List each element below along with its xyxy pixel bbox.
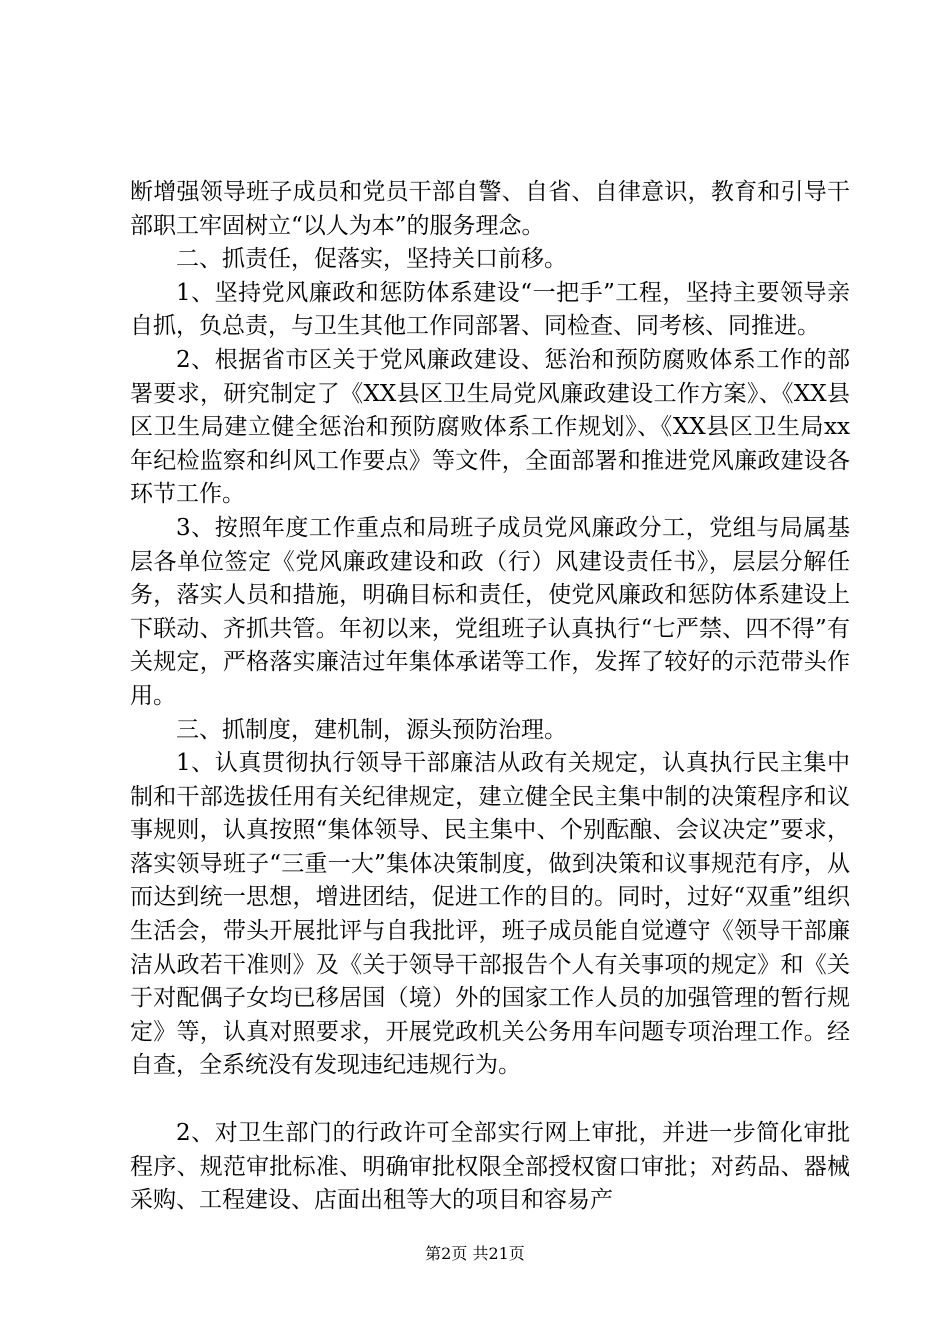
paragraph-2-2: 2、根据省市区关于党风廉政建设、惩治和预防腐败体系工作的部署要求，研究制定了《XX县区卫生局党风廉政建设工作方案》、《XX县区卫生局建立健全惩治和预防腐败体系工作规划》、《XX县区卫生局xx年纪检监察和纠风工作要点》等文件，全面部署和推进党风廉政建设各环节工作。 xyxy=(130,346,850,508)
paragraph-2-1: 1、坚持党风廉政和惩防体系建设“一把手”工程，坚持主要领导亲自抓，负总责，与卫生其他工作同部署、同检查、同考核、同推进。 xyxy=(130,279,850,340)
document-body xyxy=(130,176,850,1218)
section-heading-3: 三、抓制度，建机制，源头预防治理。 xyxy=(176,716,567,743)
paragraph-continuation: 断增强领导班子成员和党员干部自警、自省、自律意识，教育和引导干部职工牢固树立“以人为本”的服务理念。 xyxy=(130,179,850,239)
paragraph-3-1: 1、认真贯彻执行领导干部廉洁从政有关规定，认真执行民主集中制和干部选拔任用有关纪律规定，建立健全民主集中制的决策程序和议事规则，认真按照“集体领导、民主集中、个别酝酿、会议决定”要求，落实领导班子“三重一大”集体决策制度，做到决策和议事规范有序，从而达到统一思想，增进团结，促进工作的目的。同时，过好“双重”组织生活会，带头开展批评与自我批评，班子成员能自觉遵守《领导干部廉洁从政若干准则》及《关于领导干部报告个人有关事项的规定》和《关于对配偶子女均已移居国（境）外的国家工作人员的加强管理的暂行规定》等，认真对照要求，开展党政机关公务用车问题专项治理工作。经自查，全系统没有发现违纪违规行为。 xyxy=(130,750,850,1079)
paragraph-3-2: 2、对卫生部门的行政许可全部实行网上审批，并进一步简化审批程序、规范审批标准、明确审批权限全部授权窗口审批；对药品、器械采购、工程建设、店面出租等大的项目和容易产 xyxy=(130,1120,850,1214)
page-number-footer: 第2页 共21页 xyxy=(425,1244,525,1263)
paragraph-2-3: 3、按照年度工作重点和局班子成员党风廉政分工，党组与局属基层各单位签定《党风廉政建设和政（行）风建设责任书》，层层分解任务，落实人员和措施，明确目标和责任，使党风廉政和惩防体系建设上下联动、齐抓共管。年初以来，党组班子认真执行“七严禁、四不得”有关规定，严格落实廉洁过年集体承诺等工作，发挥了较好的示范带头作用。 xyxy=(130,514,850,709)
section-heading-2: 二、抓责任，促落实，坚持关口前移。 xyxy=(176,246,567,273)
paragraph-gap xyxy=(130,1083,850,1117)
